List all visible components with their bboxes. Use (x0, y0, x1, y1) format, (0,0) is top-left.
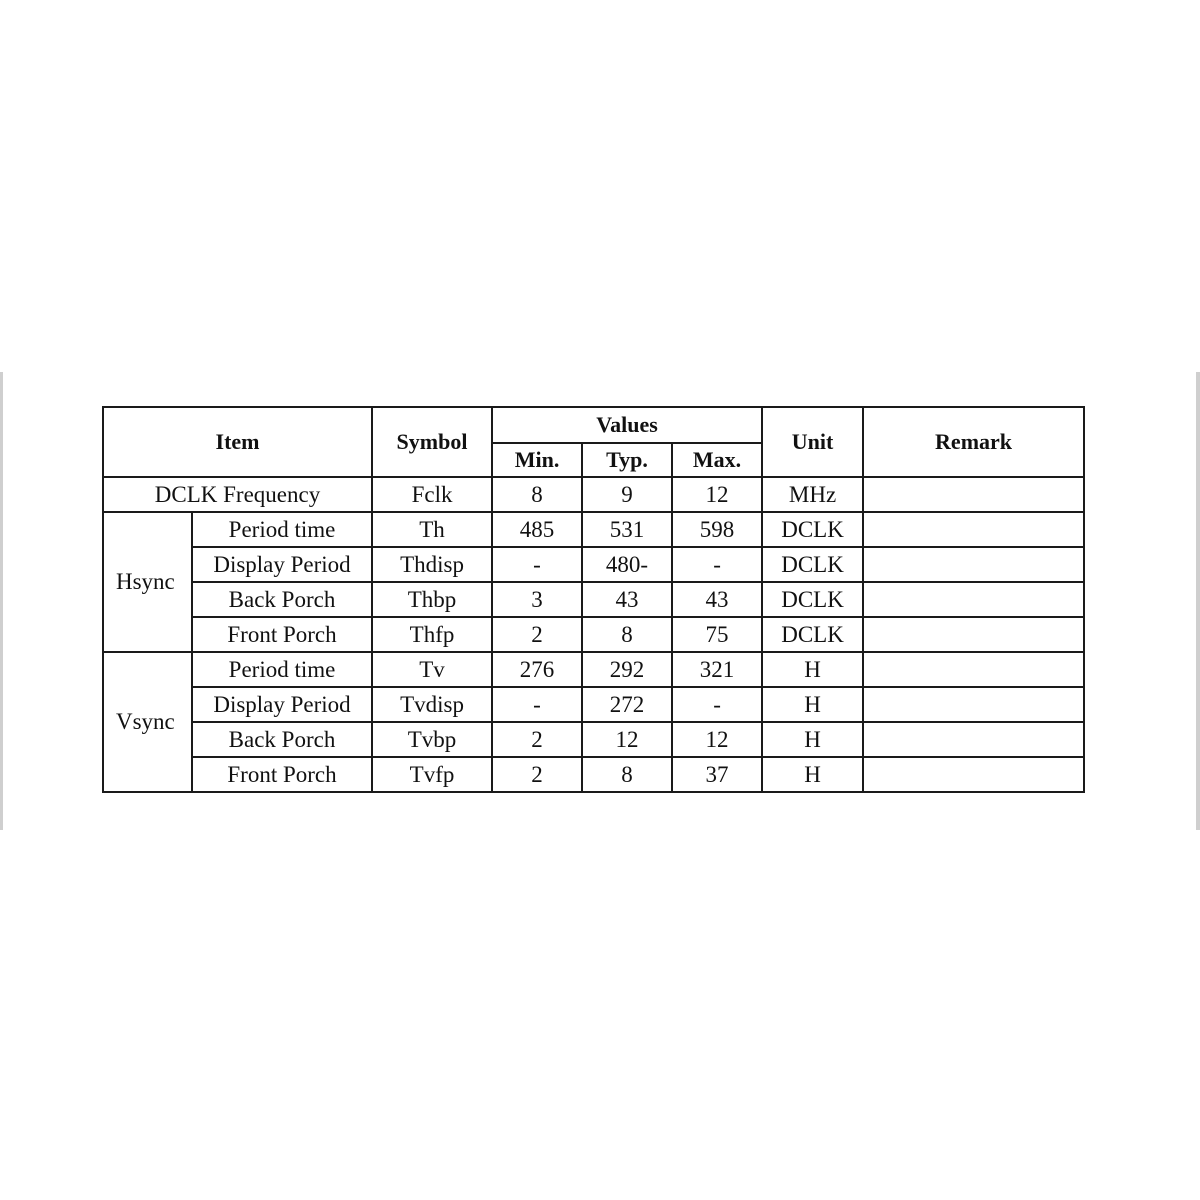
cell-symbol: Tv (372, 652, 492, 687)
cell-symbol: Thbp (372, 582, 492, 617)
cell-symbol: Thfp (372, 617, 492, 652)
cell-unit: H (762, 652, 863, 687)
cell-symbol: Tvdisp (372, 687, 492, 722)
cell-typ: 12 (582, 722, 672, 757)
cell-item: Front Porch (192, 617, 372, 652)
table-row (103, 757, 1084, 792)
table-row (103, 722, 1084, 757)
cell-remark (863, 757, 1084, 792)
cell-remark (863, 512, 1084, 547)
cell-item: DCLK Frequency (103, 477, 372, 512)
cell-unit: H (762, 722, 863, 757)
cell-typ: 8 (582, 617, 672, 652)
table-row-dclk (103, 477, 1084, 512)
cell-typ: 272 (582, 687, 672, 722)
cell-item: Display Period (192, 547, 372, 582)
group-label-vsync: Vsync (103, 652, 192, 792)
cell-unit: MHz (762, 477, 863, 512)
table-row (103, 582, 1084, 617)
cell-min: 2 (492, 757, 582, 792)
cell-typ: 480- (582, 547, 672, 582)
cell-max: 43 (672, 582, 762, 617)
timing-parameters-table (102, 406, 1085, 793)
cell-unit: DCLK (762, 617, 863, 652)
header-values: Values (492, 407, 762, 443)
cell-min: - (492, 687, 582, 722)
cell-item: Back Porch (192, 722, 372, 757)
cell-remark (863, 547, 1084, 582)
header-remark: Remark (863, 407, 1084, 477)
cell-item: Display Period (192, 687, 372, 722)
cell-symbol: Thdisp (372, 547, 492, 582)
cell-typ: 9 (582, 477, 672, 512)
cell-unit: H (762, 687, 863, 722)
cell-max: 12 (672, 477, 762, 512)
cell-symbol: Th (372, 512, 492, 547)
cell-symbol: Tvbp (372, 722, 492, 757)
cell-unit: DCLK (762, 582, 863, 617)
cell-remark (863, 617, 1084, 652)
header-row (103, 407, 1084, 443)
table-row (103, 512, 1084, 547)
cell-symbol: Fclk (372, 477, 492, 512)
cell-remark (863, 582, 1084, 617)
cell-min: 8 (492, 477, 582, 512)
cell-unit: H (762, 757, 863, 792)
cell-min: 3 (492, 582, 582, 617)
cell-typ: 292 (582, 652, 672, 687)
cell-remark (863, 477, 1084, 512)
cell-min: - (492, 547, 582, 582)
header-min: Min. (492, 443, 582, 477)
cell-max: 75 (672, 617, 762, 652)
cell-min: 485 (492, 512, 582, 547)
cell-item: Period time (192, 652, 372, 687)
cell-typ: 531 (582, 512, 672, 547)
header-symbol: Symbol (372, 407, 492, 477)
header-item: Item (103, 407, 372, 477)
cell-max: 12 (672, 722, 762, 757)
header-unit: Unit (762, 407, 863, 477)
cell-max: - (672, 547, 762, 582)
cell-remark (863, 652, 1084, 687)
cell-min: 2 (492, 617, 582, 652)
table-row (103, 617, 1084, 652)
cell-typ: 8 (582, 757, 672, 792)
table-row (103, 687, 1084, 722)
cell-max: 598 (672, 512, 762, 547)
cell-max: 321 (672, 652, 762, 687)
cell-max: - (672, 687, 762, 722)
header-max: Max. (672, 443, 762, 477)
cell-min: 276 (492, 652, 582, 687)
group-label-hsync: Hsync (103, 512, 192, 652)
cell-max: 37 (672, 757, 762, 792)
table-row (103, 652, 1084, 687)
cell-remark (863, 722, 1084, 757)
table-row (103, 547, 1084, 582)
cell-symbol: Tvfp (372, 757, 492, 792)
cell-item: Period time (192, 512, 372, 547)
cell-unit: DCLK (762, 512, 863, 547)
cell-unit: DCLK (762, 547, 863, 582)
cell-remark (863, 687, 1084, 722)
cell-typ: 43 (582, 582, 672, 617)
cell-item: Back Porch (192, 582, 372, 617)
header-typ: Typ. (582, 443, 672, 477)
cell-item: Front Porch (192, 757, 372, 792)
cell-min: 2 (492, 722, 582, 757)
